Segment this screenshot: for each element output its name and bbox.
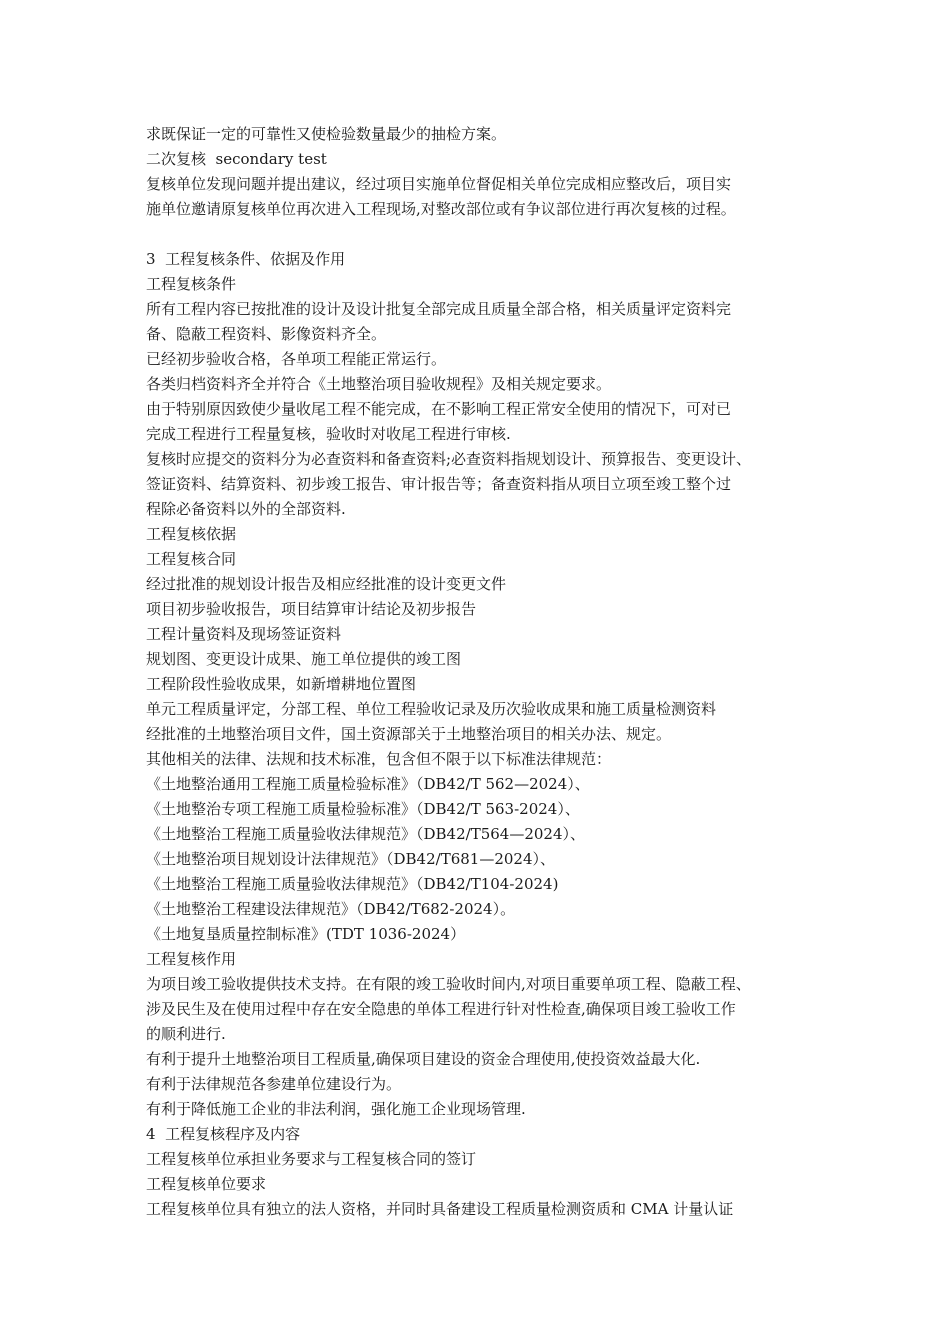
text-line: 备、隐蔽工程资料、影像资料齐全。 bbox=[146, 325, 387, 343]
text-line: 所有工程内容已按批准的设计及设计批复全部完成且质量全部合格，相关质量评定资料完 bbox=[146, 300, 732, 318]
list-item: 经批准的土地整治项目文件，国土资源部关于土地整治项目的相关办法、规定。 bbox=[146, 725, 672, 743]
term-heading: 二次复核 secondary test bbox=[146, 150, 327, 168]
text-line: 有利于降低施工企业的非法利润，强化施工企业现场管理. bbox=[146, 1100, 526, 1118]
list-item: 其他相关的法律、法规和技术标准，包含但不限于以下标准法律规范： bbox=[146, 750, 612, 768]
text-line: 由于特别原因致使少量收尾工程不能完成，在不影响工程正常安全使用的情况下，可对已 bbox=[146, 400, 732, 418]
list-item: 规划图、变更设计成果、施工单位提供的竣工图 bbox=[146, 650, 462, 668]
text-line: 复核单位发现问题并提出建议，经过项目实施单位督促相关单位完成相应整改后，项目实 bbox=[146, 175, 732, 193]
text-line: 的顺利进行. bbox=[146, 1025, 226, 1043]
document-body bbox=[146, 122, 826, 1222]
subsection-heading: 工程复核作用 bbox=[146, 950, 237, 968]
standard-reference: 《土地整治专项工程施工质量检验标准》（DB42/T 563-2024）、 bbox=[146, 800, 580, 818]
subsection-heading: 工程复核依据 bbox=[146, 525, 237, 543]
text-line: 已经初步验收合格，各单项工程能正常运行。 bbox=[146, 350, 447, 368]
text-line: 求既保证一定的可靠性又使检验数量最少的抽检方案。 bbox=[146, 125, 507, 143]
standard-reference: 《土地复垦质量控制标准》(TDT 1036-2024） bbox=[146, 925, 466, 943]
list-item: 经过批准的规划设计报告及相应经批准的设计变更文件 bbox=[146, 575, 507, 593]
standard-reference: 《土地整治工程建设法律规范》（DB42/T682-2024）。 bbox=[146, 900, 516, 918]
standard-reference: 《土地整治项目规划设计法律规范》（DB42/T681—2024）、 bbox=[146, 850, 556, 868]
text-line: 施单位邀请原复核单位再次进入工程现场,对整改部位或有争议部位进行再次复核的过程。 bbox=[146, 200, 736, 218]
list-item: 工程计量资料及现场签证资料 bbox=[146, 625, 342, 643]
text-line: 涉及民生及在使用过程中存在安全隐患的单体工程进行针对性检查,确保项目竣工验收工作 bbox=[146, 1000, 736, 1018]
text-line: 有利于法律规范各参建单位建设行为。 bbox=[146, 1075, 402, 1093]
text-line: 复核时应提交的资料分为必查资料和备查资料;必查资料指规划设计、预算报告、变更设计、 bbox=[146, 450, 752, 468]
standard-reference: 《土地整治通用工程施工质量检验标准》（DB42/T 562—2024）、 bbox=[146, 775, 590, 793]
section-heading: 4 工程复核程序及内容 bbox=[146, 1125, 301, 1143]
list-item: 工程复核合同 bbox=[146, 550, 237, 568]
subsection-heading: 工程复核单位要求 bbox=[146, 1175, 267, 1193]
text-line: 各类归档资料齐全并符合《土地整治项目验收规程》及相关规定要求。 bbox=[146, 375, 612, 393]
text-line: 为项目竣工验收提供技术支持。在有限的竣工验收时间内,对项目重要单项工程、隐蔽工程、 bbox=[146, 975, 751, 993]
text-line: 完成工程进行工程量复核，验收时对收尾工程进行审核. bbox=[146, 425, 511, 443]
text-line: 签证资料、结算资料、初步竣工报告、审计报告等；备查资料指从项目立项至竣工整个过 bbox=[146, 475, 732, 493]
blank-line bbox=[146, 222, 826, 247]
list-item: 工程阶段性验收成果，如新增耕地位置图 bbox=[146, 675, 417, 693]
text-line: 程除必备资料以外的全部资料. bbox=[146, 500, 346, 518]
text-line: 工程复核单位具有独立的法人资格，并同时具备建设工程质量检测资质和 CMA 计量认证 bbox=[146, 1200, 734, 1218]
section-heading: 3 工程复核条件、依据及作用 bbox=[146, 250, 346, 268]
list-item: 项目初步验收报告，项目结算审计结论及初步报告 bbox=[146, 600, 477, 618]
subsection-heading: 工程复核单位承担业务要求与工程复核合同的签订 bbox=[146, 1150, 477, 1168]
list-item: 单元工程质量评定，分部工程、单位工程验收记录及历次验收成果和施工质量检测资料 bbox=[146, 700, 717, 718]
subsection-heading: 工程复核条件 bbox=[146, 275, 237, 293]
text-line: 有利于提升土地整治项目工程质量,确保项目建设的资金合理使用,使投资效益最大化. bbox=[146, 1050, 701, 1068]
standard-reference: 《土地整治工程施工质量验收法律规范》（DB42/T104-2024) bbox=[146, 875, 559, 893]
standard-reference: 《土地整治工程施工质量验收法律规范》（DB42/T564—2024）、 bbox=[146, 825, 586, 843]
